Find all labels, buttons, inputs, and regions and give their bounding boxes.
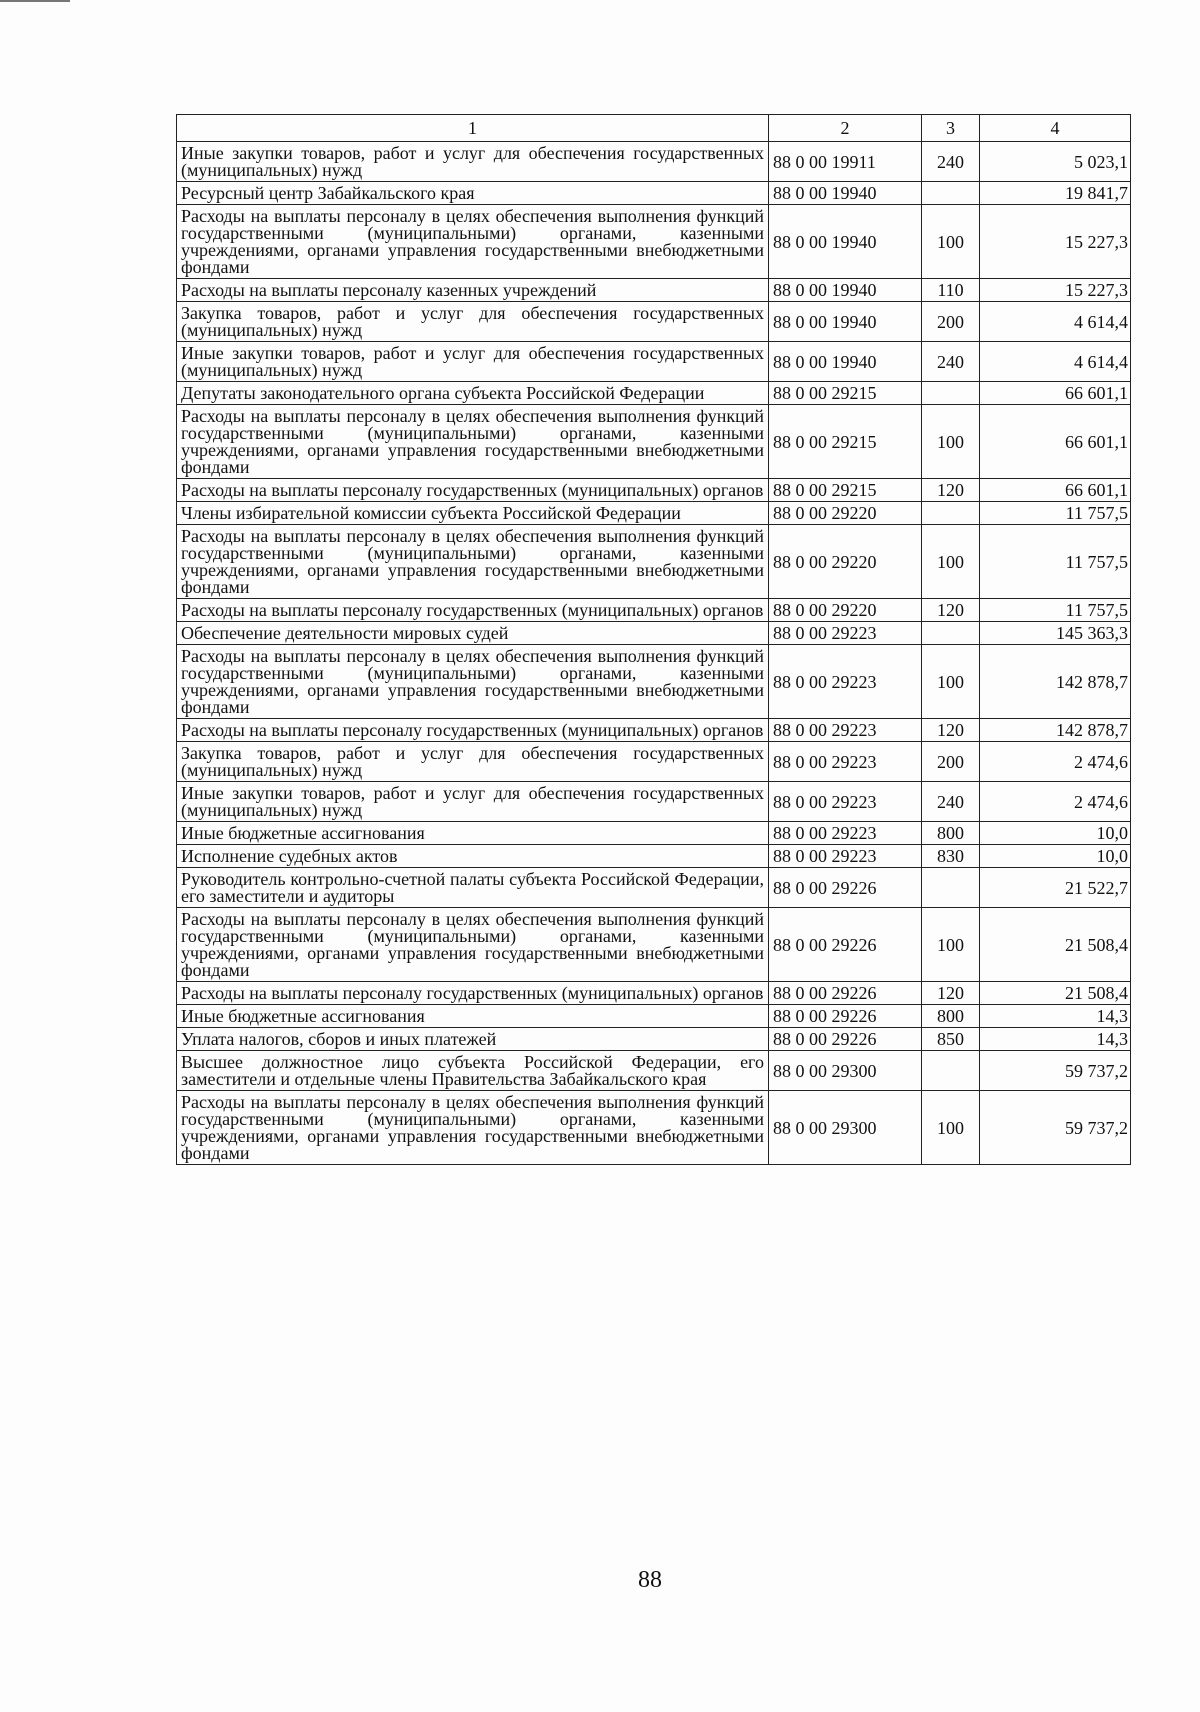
target-code-cell: 88 0 00 19911 (769, 142, 922, 182)
table-row (177, 525, 1131, 599)
table-row (177, 279, 1131, 302)
target-code-cell: 88 0 00 29226 (769, 1028, 922, 1051)
expense-kind-cell: 240 (922, 342, 980, 382)
target-code-cell: 88 0 00 29226 (769, 982, 922, 1005)
expense-name-cell: Руководитель контрольно-счетной палаты субъекта Российской Федерации, его заместители и аудиторы (177, 868, 769, 908)
amount-cell: 142 878,7 (980, 719, 1131, 742)
expense-kind-cell: 240 (922, 142, 980, 182)
amount-cell: 2 474,6 (980, 742, 1131, 782)
expense-kind-cell: 100 (922, 405, 980, 479)
expense-kind-cell (922, 622, 980, 645)
expense-name-cell: Расходы на выплаты персоналу в целях обеспечения выполнения функций государственными (муниципальными) органами, казенными учреждениями, органами управления государственными внебюджетными фондами (177, 1091, 769, 1165)
target-code-cell: 88 0 00 29223 (769, 719, 922, 742)
amount-cell: 11 757,5 (980, 525, 1131, 599)
amount-cell: 15 227,3 (980, 279, 1131, 302)
expense-name-cell: Закупка товаров, работ и услуг для обеспечения государственных (муниципальных) нужд (177, 302, 769, 342)
expense-kind-cell: 240 (922, 782, 980, 822)
expense-kind-cell (922, 182, 980, 205)
expense-kind-cell: 120 (922, 982, 980, 1005)
table-row (177, 502, 1131, 525)
expense-name-cell: Расходы на выплаты персоналу государственных (муниципальных) органов (177, 599, 769, 622)
target-code-cell: 88 0 00 29223 (769, 845, 922, 868)
table-row (177, 868, 1131, 908)
table-row (177, 382, 1131, 405)
target-code-cell: 88 0 00 29223 (769, 622, 922, 645)
expense-kind-cell: 100 (922, 645, 980, 719)
expense-kind-cell: 200 (922, 742, 980, 782)
amount-cell: 21 522,7 (980, 868, 1131, 908)
table-row (177, 205, 1131, 279)
target-code-cell: 88 0 00 19940 (769, 279, 922, 302)
table-row (177, 908, 1131, 982)
amount-cell: 10,0 (980, 845, 1131, 868)
budget-table (176, 114, 1131, 1165)
expense-kind-cell (922, 868, 980, 908)
expense-name-cell: Уплата налогов, сборов и иных платежей (177, 1028, 769, 1051)
amount-cell: 10,0 (980, 822, 1131, 845)
scan-edge-mark (0, 0, 70, 2)
expense-kind-cell: 120 (922, 479, 980, 502)
expense-name-cell: Иные закупки товаров, работ и услуг для обеспечения государственных (муниципальных) нужд (177, 342, 769, 382)
expense-name-cell: Расходы на выплаты персоналу в целях обеспечения выполнения функций государственными (муниципальными) органами, казенными учреждениями, органами управления государственными внебюджетными фондами (177, 205, 769, 279)
expense-name-cell: Исполнение судебных актов (177, 845, 769, 868)
expense-kind-cell: 800 (922, 822, 980, 845)
expense-name-cell: Расходы на выплаты персоналу в целях обеспечения выполнения функций государственными (муниципальными) органами, казенными учреждениями, органами управления государственными внебюджетными фондами (177, 405, 769, 479)
table-row (177, 782, 1131, 822)
amount-cell: 19 841,7 (980, 182, 1131, 205)
amount-cell: 4 614,4 (980, 302, 1131, 342)
expense-kind-cell: 830 (922, 845, 980, 868)
amount-cell: 59 737,2 (980, 1091, 1131, 1165)
expense-name-cell: Закупка товаров, работ и услуг для обеспечения государственных (муниципальных) нужд (177, 742, 769, 782)
table-row (177, 342, 1131, 382)
target-code-cell: 88 0 00 29300 (769, 1091, 922, 1165)
table-row (177, 822, 1131, 845)
amount-cell: 142 878,7 (980, 645, 1131, 719)
amount-cell: 66 601,1 (980, 479, 1131, 502)
amount-cell: 14,3 (980, 1005, 1131, 1028)
amount-cell: 145 363,3 (980, 622, 1131, 645)
amount-cell: 15 227,3 (980, 205, 1131, 279)
table-row (177, 405, 1131, 479)
expense-kind-cell: 100 (922, 525, 980, 599)
amount-cell: 59 737,2 (980, 1051, 1131, 1091)
expense-name-cell: Расходы на выплаты персоналу государственных (муниципальных) органов (177, 479, 769, 502)
expense-name-cell: Депутаты законодательного органа субъекта Российской Федерации (177, 382, 769, 405)
header-col-1: 1 (177, 115, 769, 142)
amount-cell: 11 757,5 (980, 502, 1131, 525)
table-row (177, 599, 1131, 622)
amount-cell: 21 508,4 (980, 982, 1131, 1005)
expense-kind-cell: 100 (922, 908, 980, 982)
expense-name-cell: Расходы на выплаты персоналу казенных учреждений (177, 279, 769, 302)
target-code-cell: 88 0 00 29226 (769, 868, 922, 908)
amount-cell: 2 474,6 (980, 782, 1131, 822)
expense-name-cell: Иные закупки товаров, работ и услуг для обеспечения государственных (муниципальных) нужд (177, 142, 769, 182)
table-row (177, 479, 1131, 502)
expense-name-cell: Расходы на выплаты персоналу в целях обеспечения выполнения функций государственными (муниципальными) органами, казенными учреждениями, органами управления государственными внебюджетными фондами (177, 908, 769, 982)
expense-name-cell: Обеспечение деятельности мировых судей (177, 622, 769, 645)
expense-kind-cell: 100 (922, 1091, 980, 1165)
expense-name-cell: Расходы на выплаты персоналу в целях обеспечения выполнения функций государственными (муниципальными) органами, казенными учреждениями, органами управления государственными внебюджетными фондами (177, 645, 769, 719)
expense-kind-cell: 850 (922, 1028, 980, 1051)
expense-name-cell: Расходы на выплаты персоналу государственных (муниципальных) органов (177, 982, 769, 1005)
table-row (177, 719, 1131, 742)
amount-cell: 14,3 (980, 1028, 1131, 1051)
target-code-cell: 88 0 00 29215 (769, 479, 922, 502)
amount-cell: 21 508,4 (980, 908, 1131, 982)
header-col-2: 2 (769, 115, 922, 142)
target-code-cell: 88 0 00 29226 (769, 1005, 922, 1028)
expense-kind-cell: 110 (922, 279, 980, 302)
target-code-cell: 88 0 00 29215 (769, 405, 922, 479)
table-row (177, 645, 1131, 719)
table-row (177, 742, 1131, 782)
expense-kind-cell (922, 1051, 980, 1091)
header-col-3: 3 (922, 115, 980, 142)
amount-cell: 11 757,5 (980, 599, 1131, 622)
amount-cell: 66 601,1 (980, 382, 1131, 405)
table-header-row (177, 115, 1131, 142)
expense-name-cell: Расходы на выплаты персоналу государственных (муниципальных) органов (177, 719, 769, 742)
expense-name-cell: Иные бюджетные ассигнования (177, 822, 769, 845)
target-code-cell: 88 0 00 29220 (769, 599, 922, 622)
expense-kind-cell: 120 (922, 719, 980, 742)
target-code-cell: 88 0 00 29300 (769, 1051, 922, 1091)
target-code-cell: 88 0 00 19940 (769, 342, 922, 382)
target-code-cell: 88 0 00 29223 (769, 742, 922, 782)
target-code-cell: 88 0 00 29223 (769, 645, 922, 719)
target-code-cell: 88 0 00 19940 (769, 302, 922, 342)
amount-cell: 5 023,1 (980, 142, 1131, 182)
table-row (177, 622, 1131, 645)
table-row (177, 302, 1131, 342)
expense-kind-cell: 100 (922, 205, 980, 279)
amount-cell: 4 614,4 (980, 342, 1131, 382)
page-number: 88 (638, 1567, 662, 1593)
table-row (177, 1028, 1131, 1051)
expense-kind-cell: 120 (922, 599, 980, 622)
expense-kind-cell: 800 (922, 1005, 980, 1028)
target-code-cell: 88 0 00 19940 (769, 205, 922, 279)
expense-name-cell: Высшее должностное лицо субъекта Российской Федерации, его заместители и отдельные члены Правительства Забайкальского края (177, 1051, 769, 1091)
table-row (177, 1005, 1131, 1028)
target-code-cell: 88 0 00 29226 (769, 908, 922, 982)
target-code-cell: 88 0 00 29223 (769, 822, 922, 845)
table-row (177, 845, 1131, 868)
header-col-4: 4 (980, 115, 1131, 142)
table-row (177, 182, 1131, 205)
expense-name-cell: Расходы на выплаты персоналу в целях обеспечения выполнения функций государственными (муниципальными) органами, казенными учреждениями, органами управления государственными внебюджетными фондами (177, 525, 769, 599)
target-code-cell: 88 0 00 19940 (769, 182, 922, 205)
expense-name-cell: Члены избирательной комиссии субъекта Российской Федерации (177, 502, 769, 525)
expense-kind-cell (922, 382, 980, 405)
table-row (177, 142, 1131, 182)
target-code-cell: 88 0 00 29220 (769, 502, 922, 525)
table-row (177, 1051, 1131, 1091)
expense-kind-cell: 200 (922, 302, 980, 342)
amount-cell: 66 601,1 (980, 405, 1131, 479)
expense-name-cell: Иные бюджетные ассигнования (177, 1005, 769, 1028)
table-row (177, 982, 1131, 1005)
expense-name-cell: Ресурсный центр Забайкальского края (177, 182, 769, 205)
table-row (177, 1091, 1131, 1165)
target-code-cell: 88 0 00 29223 (769, 782, 922, 822)
target-code-cell: 88 0 00 29215 (769, 382, 922, 405)
expense-name-cell: Иные закупки товаров, работ и услуг для обеспечения государственных (муниципальных) нужд (177, 782, 769, 822)
target-code-cell: 88 0 00 29220 (769, 525, 922, 599)
expense-kind-cell (922, 502, 980, 525)
